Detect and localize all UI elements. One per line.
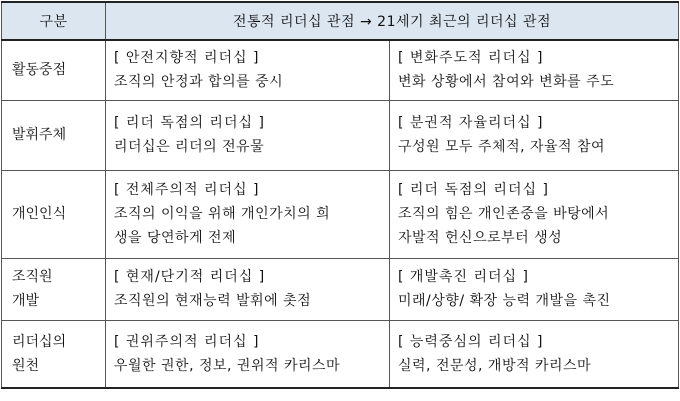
row-label-line: 활동중점 <box>12 62 67 79</box>
modern-title: [ 변화주도적 리더십 ] <box>398 50 544 67</box>
row-label-line: 조직원 <box>12 269 53 285</box>
row-label-line: 발휘주체 <box>12 127 67 143</box>
header-row <box>2 2 679 40</box>
modern-desc: 자발적 헌신으로부터 생성 <box>398 230 563 246</box>
modern-title: [ 분권적 자율리더십 ] <box>398 115 544 131</box>
header-title: 전통적 리더십 관점 → 21세기 최근의 리더십 관점 <box>106 2 679 40</box>
row-label <box>2 40 106 100</box>
header-category: 구분 <box>2 2 106 40</box>
modern-desc: 변화 상황에서 참여와 변화를 주도 <box>398 74 615 91</box>
traditional-title: [ 전체주의적 리더십 ] <box>114 182 260 198</box>
traditional-title: [ 안전지향적 리더십 ] <box>114 50 260 67</box>
modern-title: [ 개발촉진 리더십 ] <box>398 269 529 285</box>
table-row <box>2 320 679 388</box>
modern-desc: 조직의 힘은 개인존중을 바탕에서 <box>398 206 610 222</box>
modern-desc: 미래/상향/ 확장 능력 개발을 촉진 <box>398 293 611 309</box>
table-row <box>2 170 679 258</box>
leadership-comparison-table <box>1 1 679 389</box>
modern-cell <box>390 100 679 170</box>
row-label <box>2 258 106 320</box>
modern-title: [ 능력중심의 리더십 ] <box>398 333 544 350</box>
modern-desc: 실력, 전문성, 개방적 카리스마 <box>398 357 592 374</box>
row-label <box>2 100 106 170</box>
row-label <box>2 170 106 258</box>
traditional-desc: 조직의 안정과 합의를 중시 <box>114 74 284 91</box>
traditional-cell <box>106 40 390 100</box>
traditional-title: [ 리더 독점의 리더십 ] <box>114 115 265 131</box>
table-row <box>2 258 679 320</box>
modern-cell <box>390 258 679 320</box>
row-label <box>2 320 106 388</box>
traditional-desc: 우월한 권한, 정보, 권위적 카리스마 <box>114 357 341 374</box>
modern-cell <box>390 170 679 258</box>
traditional-desc: 조직의 이익을 위해 개인가치의 희 <box>114 206 331 222</box>
traditional-cell <box>106 170 390 258</box>
row-label-line: 원천 <box>12 357 40 374</box>
modern-desc: 구성원 모두 주체적, 자율적 참여 <box>398 139 606 155</box>
traditional-desc: 조직원의 현재능력 발휘에 촛점 <box>114 293 312 309</box>
traditional-cell <box>106 100 390 170</box>
traditional-cell <box>106 258 390 320</box>
row-label-line: 리더십의 <box>12 333 67 350</box>
traditional-desc: 리더십은 리더의 전유물 <box>114 139 265 155</box>
row-label-line: 개인인식 <box>12 206 67 222</box>
modern-title: [ 리더 독점의 리더십 ] <box>398 182 549 198</box>
table-row <box>2 40 679 100</box>
traditional-cell <box>106 320 390 388</box>
modern-cell <box>390 320 679 388</box>
table-row <box>2 100 679 170</box>
traditional-desc: 생을 당연하게 전제 <box>114 230 237 246</box>
row-label-line: 개발 <box>12 293 40 309</box>
modern-cell <box>390 40 679 100</box>
traditional-title: [ 현재/단기적 리더십 ] <box>114 269 266 285</box>
traditional-title: [ 권위주의적 리더십 ] <box>114 333 260 350</box>
